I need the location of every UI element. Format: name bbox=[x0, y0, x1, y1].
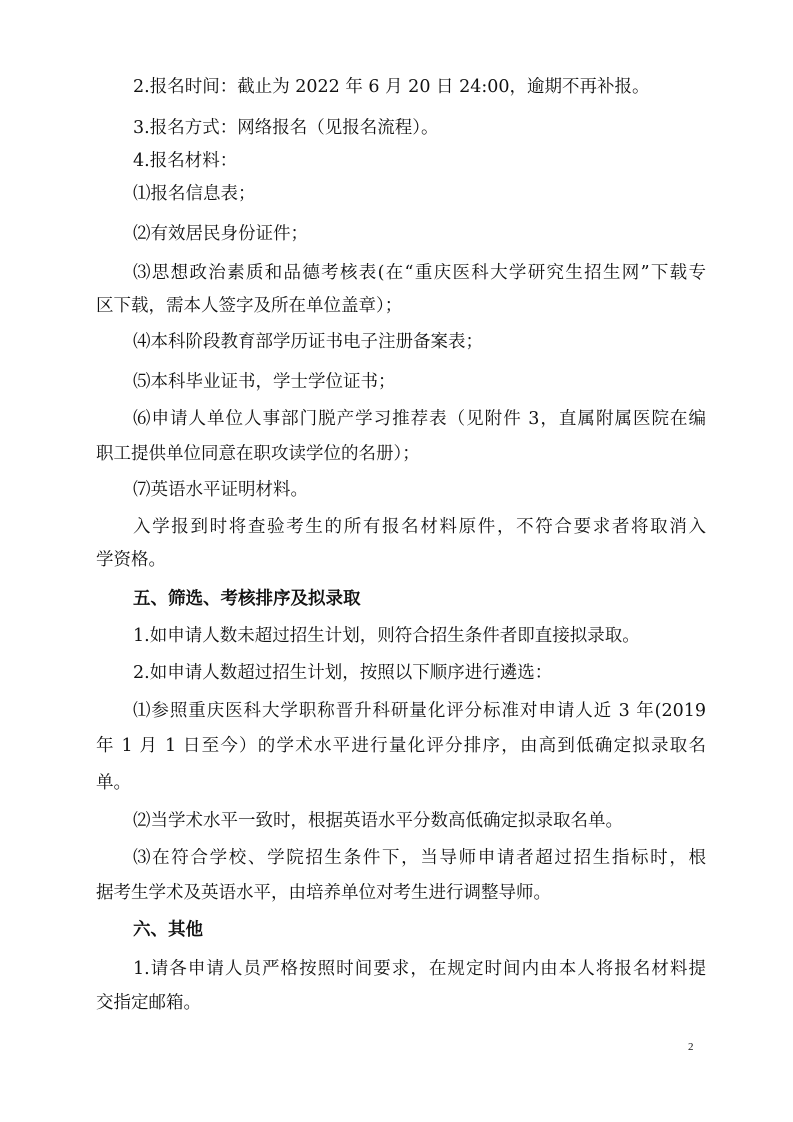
page-number: 2 bbox=[688, 1041, 694, 1053]
text-line: ⑶思想政治素质和品德考核表(在“重庆医科大学研究生招生网”下载专 bbox=[133, 263, 706, 283]
text-line: 年 1 月 1 日至今）的学术水平进行量化评分排序，由高到低确定拟录取名 bbox=[96, 736, 706, 756]
text-line: 据考生学术及英语水平，由培养单位对考生进行调整导师。 bbox=[96, 883, 551, 903]
text-line: 4.报名材料： bbox=[133, 151, 238, 171]
text-line: 入学报到时将查验考生的所有报名材料原件，不符合要求者将取消入 bbox=[133, 517, 706, 537]
text-line: 交指定邮箱。 bbox=[96, 993, 201, 1013]
text-line: ⑺英语水平证明材料。 bbox=[133, 480, 308, 500]
text-line: 区下载，需本人签字及所在单位盖章）； bbox=[96, 296, 403, 316]
text-line: 1.请各申请人员严格按照时间要求，在规定时间内由本人将报名材料提 bbox=[133, 959, 706, 979]
section-heading: 五、筛选、考核排序及拟录取 bbox=[133, 589, 361, 609]
text-line: 单。 bbox=[96, 773, 131, 793]
text-line: 2.如申请人数超过招生计划，按照以下顺序进行遴选： bbox=[133, 663, 553, 683]
text-line: ⑵当学术水平一致时，根据英语水平分数高低确定拟录取名单。 bbox=[133, 811, 623, 831]
text-line: 学资格。 bbox=[96, 550, 166, 570]
text-line: ⑶在符合学校、学院招生条件下，当导师申请者超过招生指标时，根 bbox=[133, 848, 706, 868]
text-line: 1.如申请人数未超过招生计划，则符合招生条件者即直接拟录取。 bbox=[133, 626, 640, 646]
text-line: ⑸本科毕业证书，学士学位证书； bbox=[133, 372, 396, 392]
text-line: 职工提供单位同意在职攻读学位的名册）； bbox=[96, 444, 420, 464]
text-line: ⑵有效居民身份证件； bbox=[133, 224, 308, 244]
text-line: ⑷本科阶段教育部学历证书电子注册备案表； bbox=[133, 332, 483, 352]
text-line: ⑹申请人单位人事部门脱产学习推荐表（见附件 3，直属附属医院在编 bbox=[133, 409, 706, 429]
text-line: ⑴参照重庆医科大学职称晋升科研量化评分标准对申请人近 3 年(2019 bbox=[133, 701, 706, 721]
section-heading: 六、其他 bbox=[133, 920, 203, 940]
text-line: 3.报名方式：网络报名（见报名流程）。 bbox=[133, 118, 439, 138]
text-line: ⑴报名信息表； bbox=[133, 184, 256, 204]
text-line: 2.报名时间：截止为 2022 年 6 月 20 日 24:00，逾期不再补报。 bbox=[133, 77, 650, 97]
